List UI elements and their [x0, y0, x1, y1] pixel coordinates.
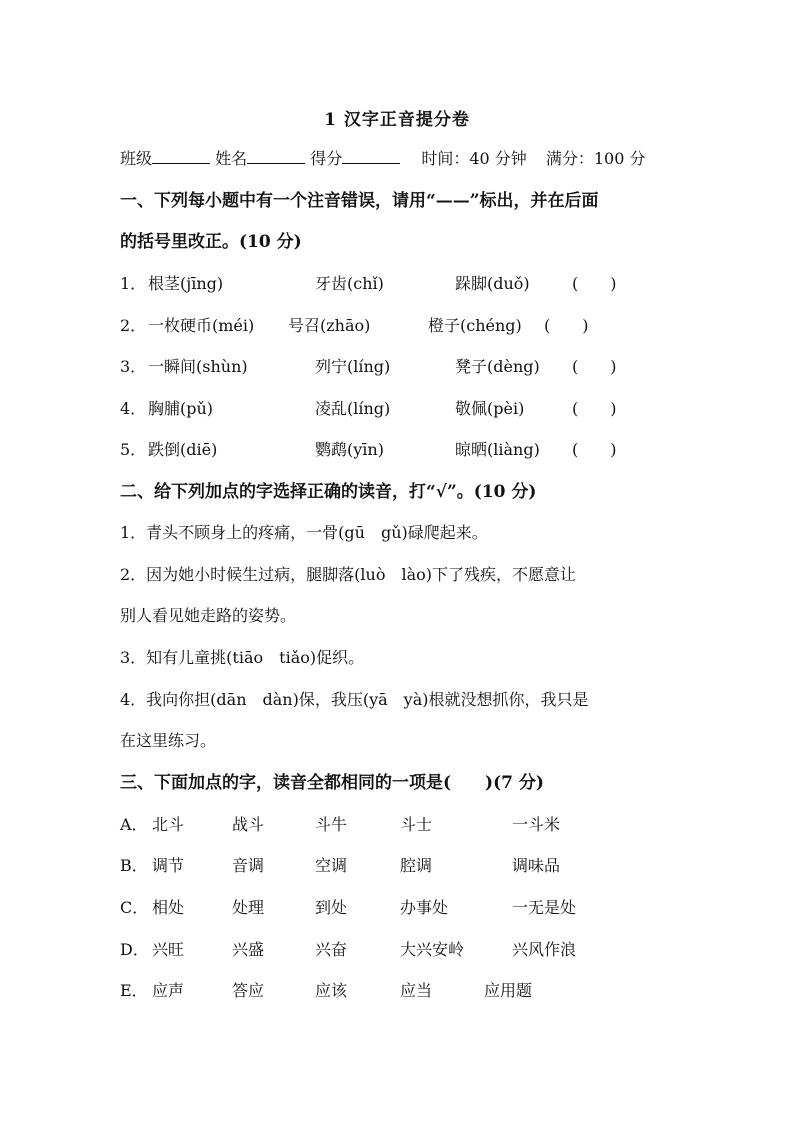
- option-word: 北斗: [152, 815, 185, 834]
- sec2-item-1: 1．青头不顾身上的疼痛，一骨(gū gǔ)碌爬起来。: [120, 523, 488, 542]
- option-word: 兴盛: [232, 940, 265, 959]
- name-blank[interactable]: [247, 149, 305, 164]
- option-key: B．: [120, 856, 148, 875]
- sec2-item-2: 2．因为她小时候生过病，腿脚落(luò lào)下了残疾，不愿意让: [120, 565, 577, 584]
- item-a: 胸脯(pǔ): [148, 399, 214, 418]
- header-row: [120, 148, 646, 170]
- option-word: 兴风作浪: [512, 940, 577, 959]
- full-score-info: 满分：100 分: [545, 149, 646, 168]
- sec2-item-4: 4．我向你担(dān dàn)保，我压(yā yà)根就没想抓你，我只是: [120, 690, 589, 709]
- sec1-row-5: [120, 439, 680, 461]
- option-word: 应用题: [484, 981, 533, 1000]
- option-word: 音调: [232, 856, 265, 875]
- answer-parens[interactable]: ( ): [572, 274, 617, 293]
- item-c: 橙子(chéng): [428, 316, 522, 335]
- item-a: 根茎(jīng): [148, 274, 224, 293]
- class-blank[interactable]: [152, 149, 210, 164]
- score-label: 得分: [310, 149, 343, 168]
- option-word: 应当: [400, 981, 433, 1000]
- class-label: 班级: [120, 149, 153, 168]
- section1-instruction-cont: 的括号里改正。(10 分): [120, 232, 302, 252]
- sec1-row-3: [120, 356, 680, 378]
- option-word: 大兴安岭: [400, 940, 465, 959]
- time-info: 时间：40 分钟: [421, 149, 527, 168]
- option-word: 斗士: [400, 815, 433, 834]
- option-word: 一斗米: [512, 815, 561, 834]
- option-word: 办事处: [400, 898, 449, 917]
- page-title: 1 汉字正音提分卷: [324, 110, 470, 130]
- option-word: 调味品: [512, 856, 561, 875]
- sec2-item-4-cont: 在这里练习。: [120, 731, 217, 750]
- row-number: 2．: [120, 316, 147, 335]
- row-number: 1．: [120, 274, 147, 293]
- item-a: 跌倒(diē): [148, 440, 218, 459]
- item-b: 牙齿(chǐ): [315, 274, 384, 293]
- sec2-item-3: 3．知有儿童挑(tiāo tiǎo)促织。: [120, 648, 365, 667]
- item-c: 晾晒(liàng): [455, 440, 540, 459]
- sec1-row-4: [120, 398, 680, 420]
- section2-instruction: 二、给下列加点的字选择正确的读音，打“√”。(10 分): [120, 482, 537, 502]
- sec1-row-1: [120, 273, 680, 295]
- row-number: 3．: [120, 357, 147, 376]
- score-blank[interactable]: [342, 149, 400, 164]
- option-key: D．: [120, 940, 149, 959]
- section3-instruction: 三、下面加点的字，读音全都相同的一项是( )(7 分): [120, 773, 544, 793]
- option-b[interactable]: [120, 855, 680, 877]
- option-word: 相处: [152, 898, 185, 917]
- sec2-item-2-cont: 别人看见她走路的姿势。: [120, 606, 297, 625]
- option-d[interactable]: [120, 939, 680, 961]
- answer-parens[interactable]: ( ): [572, 399, 617, 418]
- sec1-row-2: [120, 315, 680, 337]
- item-b: 鹦鹉(yīn): [315, 440, 384, 459]
- row-number: 5．: [120, 440, 147, 459]
- option-word: 斗牛: [315, 815, 348, 834]
- option-word: 兴奋: [315, 940, 348, 959]
- answer-parens[interactable]: ( ): [572, 440, 617, 459]
- item-b: 号召(zhāo): [288, 316, 371, 335]
- option-key: C．: [120, 898, 149, 917]
- option-a[interactable]: [120, 814, 680, 836]
- item-c: 敬佩(pèi): [455, 399, 525, 418]
- section1-instruction: 一、下列每小题中有一个注音错误，请用“——”标出，并在后面: [120, 191, 599, 211]
- option-word: 空调: [315, 856, 348, 875]
- option-word: 到处: [315, 898, 348, 917]
- item-b: 凌乱(líng): [315, 399, 391, 418]
- option-word: 兴旺: [152, 940, 185, 959]
- item-a: 一枚硬币(méi): [148, 316, 255, 335]
- option-word: 答应: [232, 981, 265, 1000]
- option-key: A．: [120, 815, 148, 834]
- option-c[interactable]: [120, 897, 680, 919]
- answer-parens[interactable]: ( ): [544, 316, 589, 335]
- option-word: 一无是处: [512, 898, 577, 917]
- option-word: 调节: [152, 856, 185, 875]
- option-word: 应该: [315, 981, 348, 1000]
- option-word: 战斗: [232, 815, 265, 834]
- item-a: 一瞬间(shùn): [148, 357, 248, 376]
- answer-parens[interactable]: ( ): [572, 357, 617, 376]
- item-b: 列宁(líng): [315, 357, 391, 376]
- row-number: 4．: [120, 399, 147, 418]
- option-key: E．: [120, 981, 148, 1000]
- name-label: 姓名: [215, 149, 248, 168]
- item-c: 凳子(dèng): [455, 357, 540, 376]
- item-c: 跺脚(duǒ): [455, 274, 530, 293]
- option-e[interactable]: [120, 980, 680, 1002]
- option-word: 处理: [232, 898, 265, 917]
- option-word: 腔调: [400, 856, 433, 875]
- option-word: 应声: [152, 981, 185, 1000]
